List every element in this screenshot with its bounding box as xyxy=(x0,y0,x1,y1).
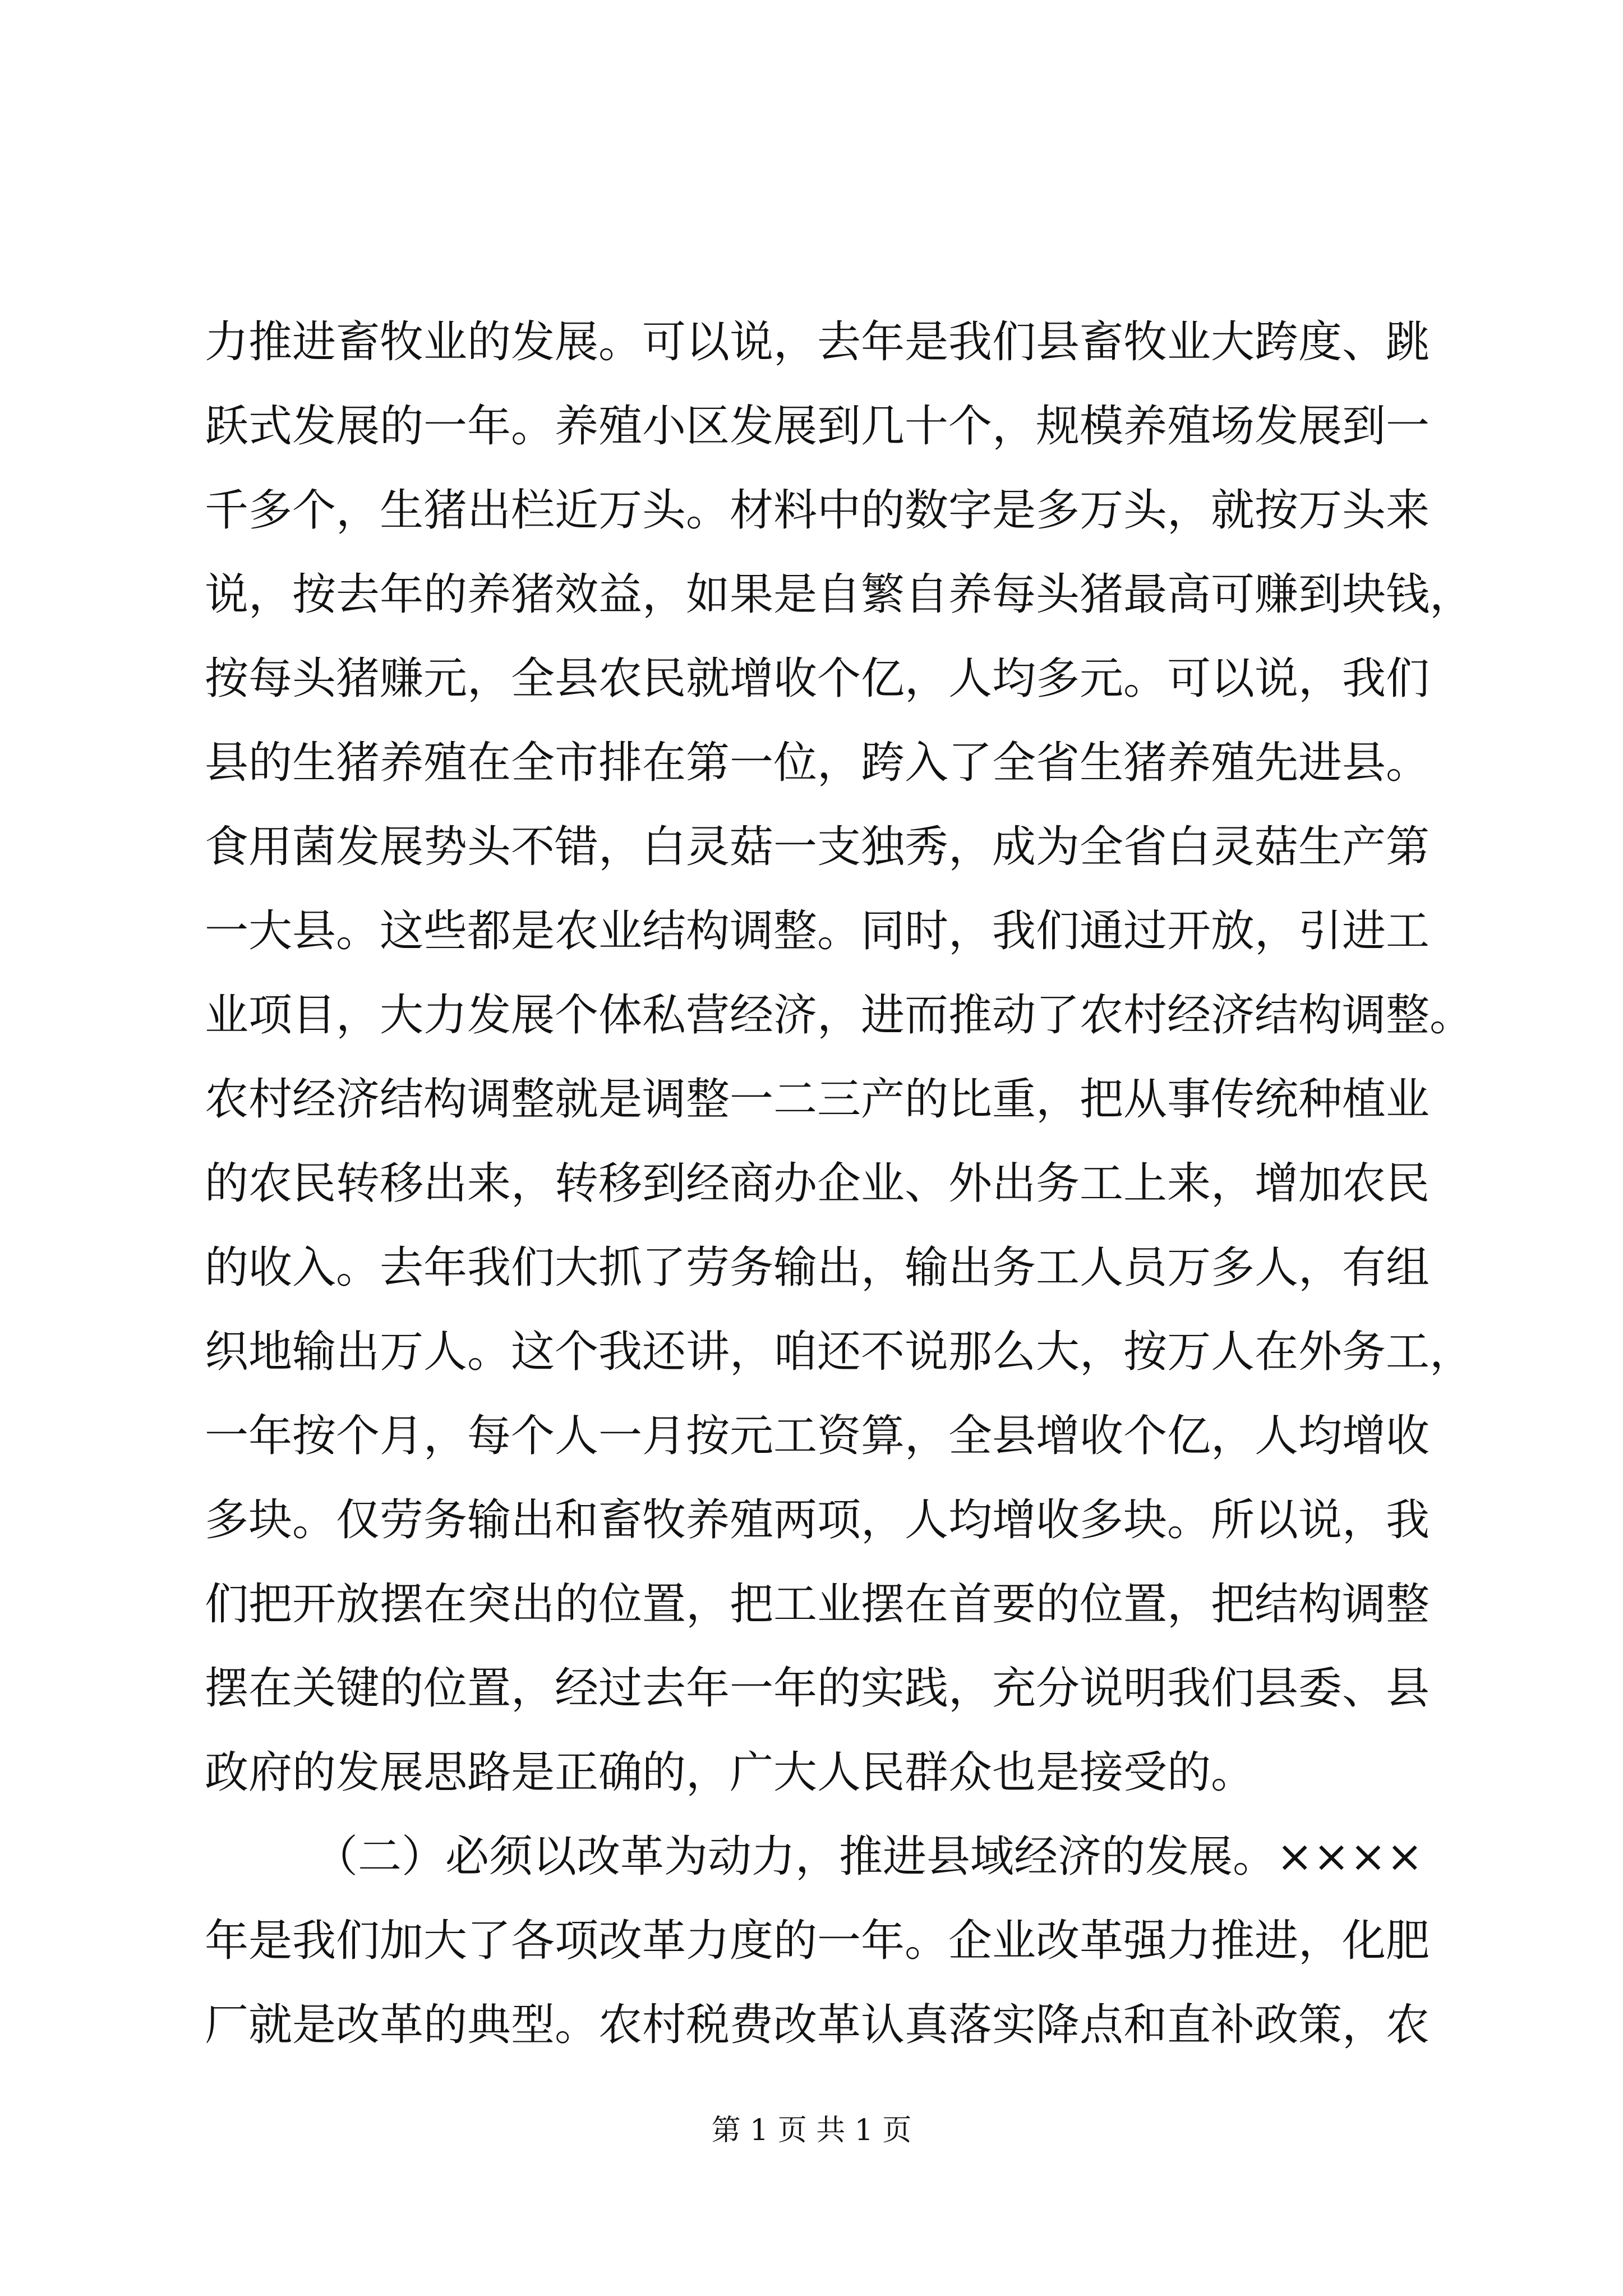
body-line: 多块。仅劳务输出和畜牧养殖两项，人均增收多块。所以说，我 xyxy=(205,1495,1430,1545)
page-number-footer: 第 1 页 共 1 页 xyxy=(711,2114,912,2147)
body-line: 千多个，生猪出栏近万头。材料中的数字是多万头，就按万头来 xyxy=(205,485,1430,536)
body-line: 政府的发展思路是正确的，广大人民群众也是接受的。 xyxy=(205,1747,1255,1798)
body-line: 年是我们加大了各项改革力度的一年。企业改革强力推进，化肥 xyxy=(205,1916,1430,1966)
body-line: 跃式发展的一年。养殖小区发展到几十个，规模养殖场发展到一 xyxy=(205,401,1430,452)
body-line: 按每头猪赚元，全县农民就增收个亿，人均多元。可以说，我们 xyxy=(205,654,1430,704)
body-line: 力推进畜牧业的发展。可以说，去年是我们县畜牧业大跨度、跳 xyxy=(205,317,1430,367)
body-line: 食用菌发展势头不错，白灵菇一支独秀，成为全省白灵菇生产第 xyxy=(205,822,1430,872)
body-line: 一年按个月，每个人一月按元工资算，全县增收个亿，人均增收 xyxy=(205,1411,1430,1461)
body-line: 织地输出万人。这个我还讲，咱还不说那么大，按万人在外务工， xyxy=(205,1327,1474,1377)
body-line: 一大县。这些都是农业结构调整。同时，我们通过开放，引进工 xyxy=(205,906,1430,956)
body-line: 的收入。去年我们大抓了劳务输出，输出务工人员万多人，有组 xyxy=(205,1243,1430,1293)
body-line: 们把开放摆在突出的位置，把工业摆在首要的位置，把结构调整 xyxy=(205,1579,1430,1630)
body-line: 县的生猪养殖在全市排在第一位，跨入了全省生猪养殖先进县。 xyxy=(205,738,1430,788)
body-line: 的农民转移出来，转移到经商办企业、外出务工上来，增加农民 xyxy=(205,1158,1430,1209)
section-heading-line: （二）必须以改革为动力，推进县域经济的发展。×××× xyxy=(314,1832,1423,1882)
body-line: 说，按去年的养猪效益，如果是自繁自养每头猪最高可赚到块钱， xyxy=(205,569,1474,620)
body-line: 业项目，大力发展个体私营经济，进而推动了农村经济结构调整。 xyxy=(205,990,1474,1041)
body-line: 厂就是改革的典型。农村税费改革认真落实降点和直补政策，农 xyxy=(205,2000,1430,2050)
body-line: 农村经济结构调整就是调整一二三产的比重，把从事传统种植业 xyxy=(205,1074,1430,1125)
body-line: 摆在关键的位置，经过去年一年的实践，充分说明我们县委、县 xyxy=(205,1663,1430,1714)
